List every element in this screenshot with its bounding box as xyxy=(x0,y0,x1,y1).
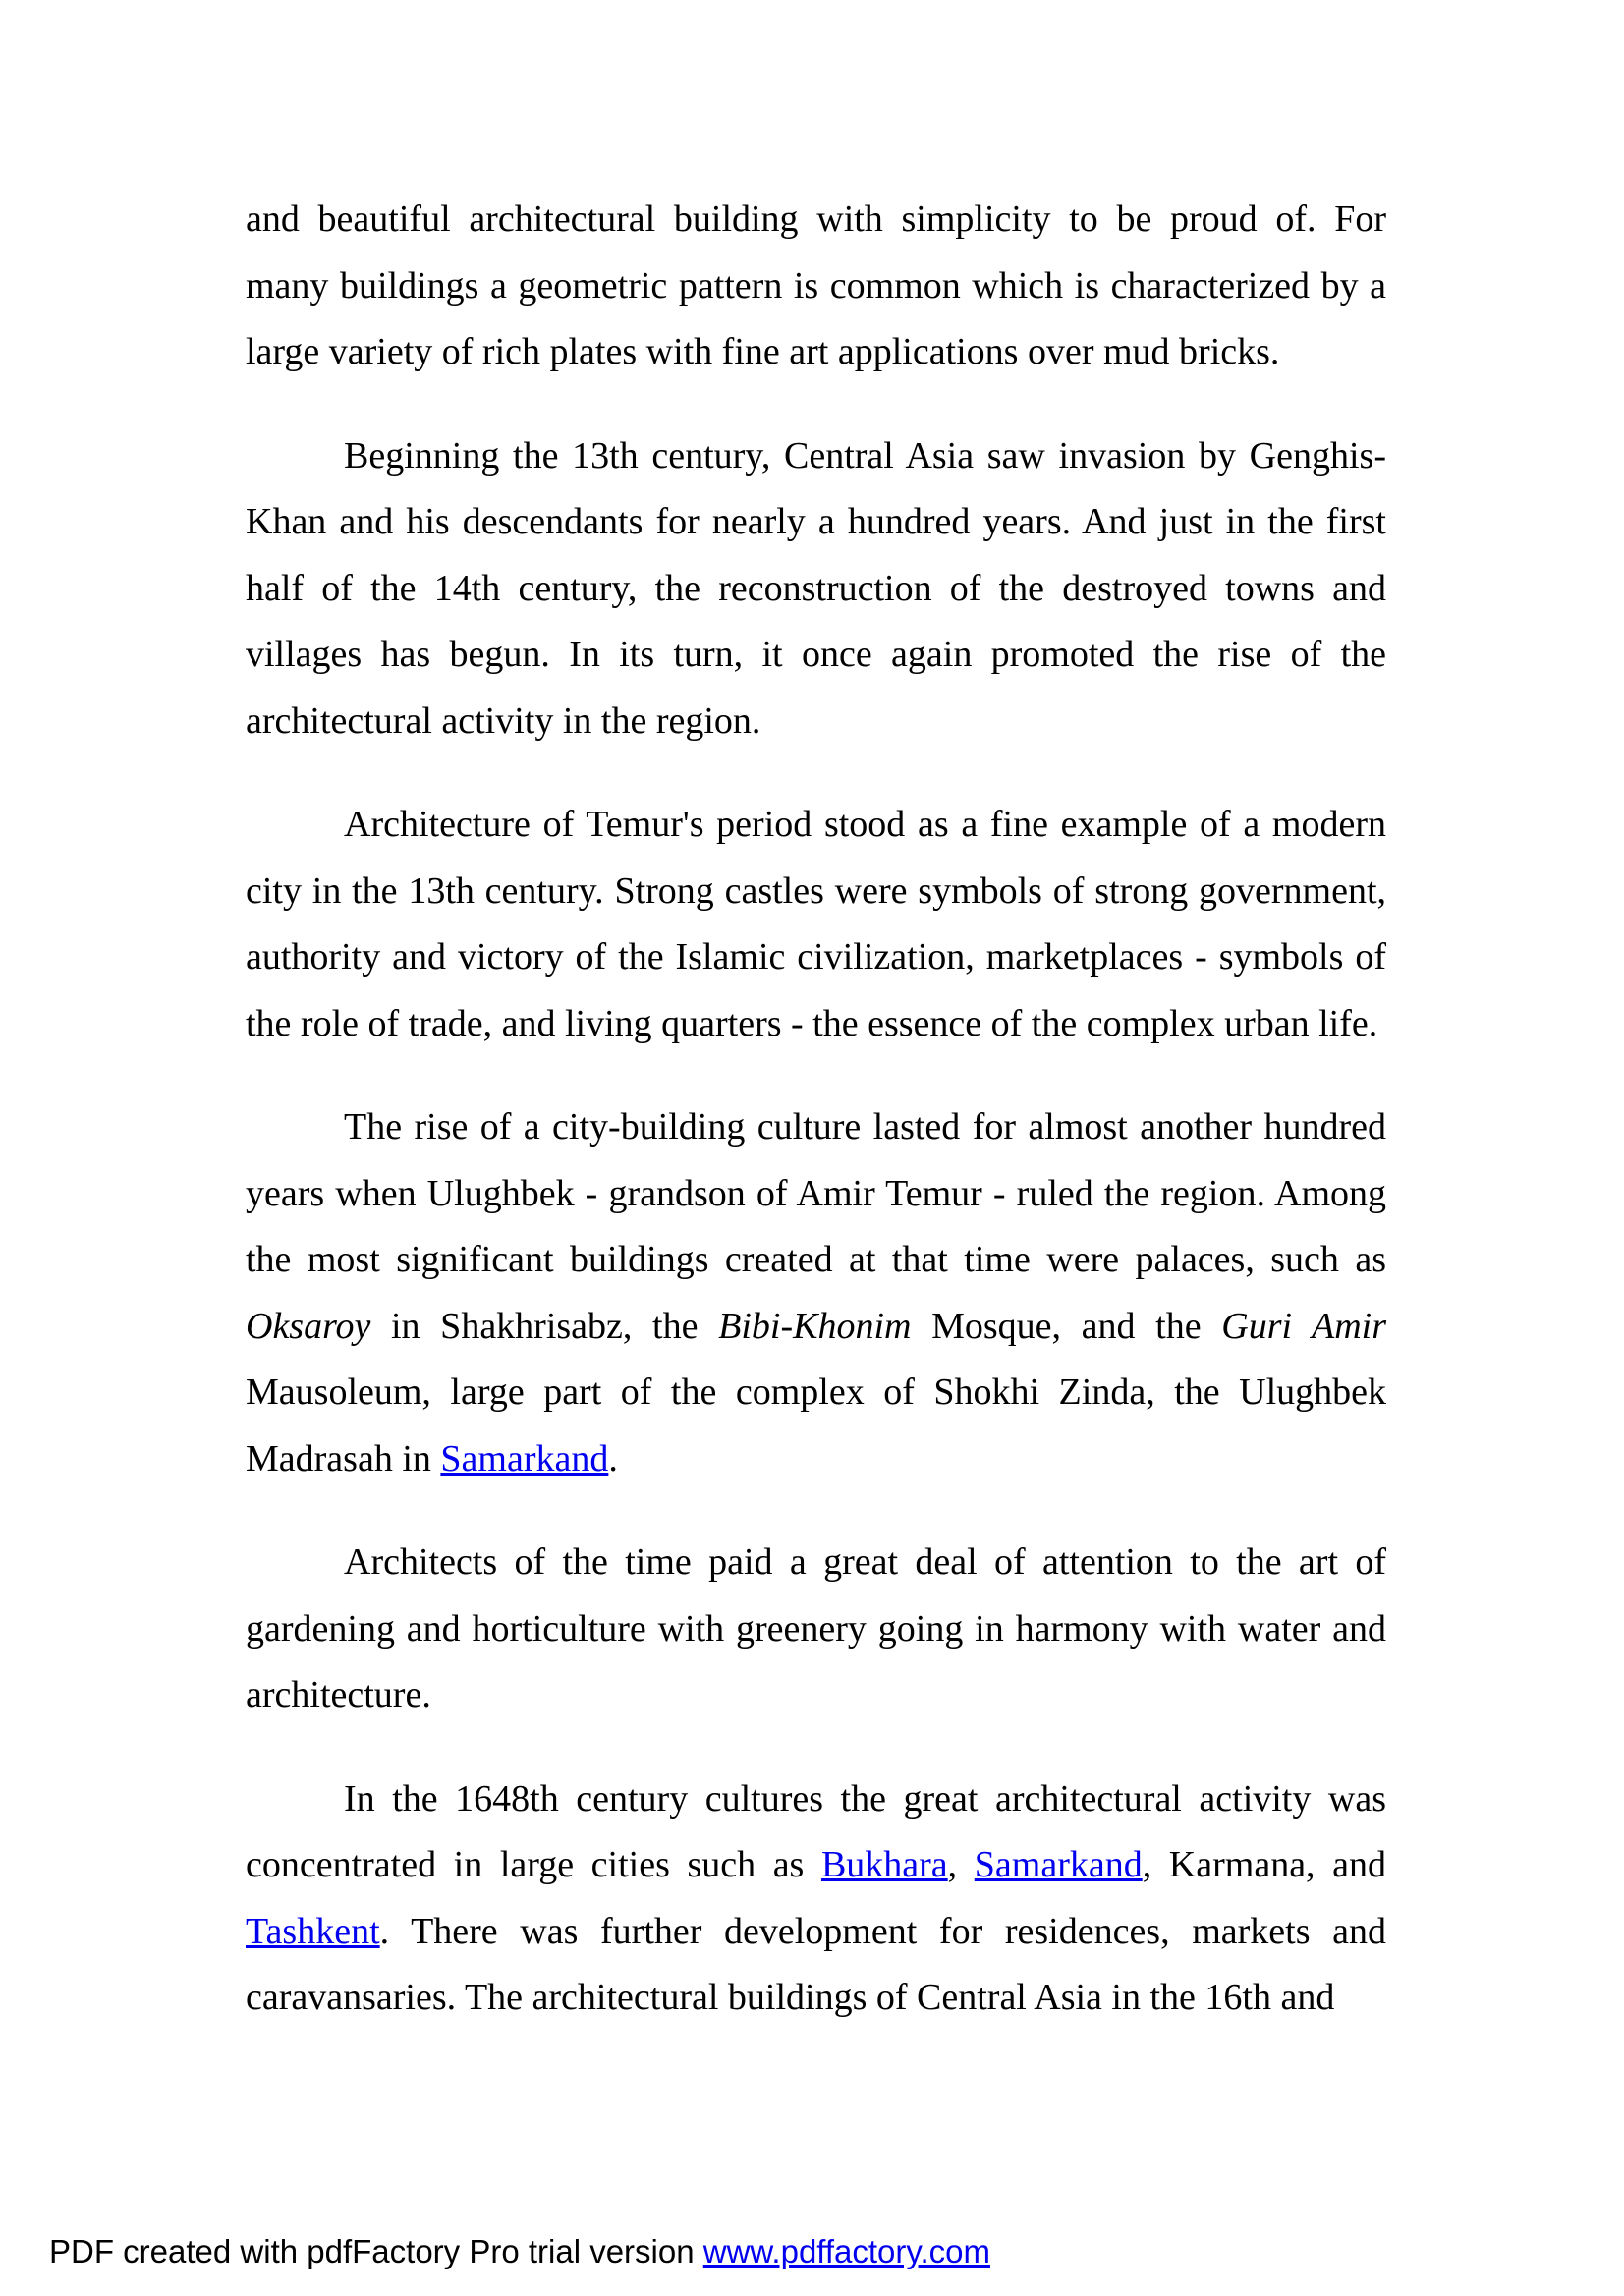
text-span: , Karmana, and xyxy=(1142,1844,1387,1885)
paragraph-ulughbek-era xyxy=(246,1094,1386,1492)
text-span: , xyxy=(947,1844,975,1885)
link-samarkand[interactable]: Samarkand xyxy=(440,1437,609,1480)
link-tashkent[interactable]: Tashkent xyxy=(246,1910,380,1952)
text-span: In the 1648th century cultures the great architectural activity was concentrated in large cities such as xyxy=(246,1777,1386,1885)
paragraph-architecture-patterns: and beautiful architectural building with simplicity to be proud of. For many buildings a geometric pattern is common which is characterized by a large variety of rich plates with fine art applications over mud bricks. xyxy=(246,198,1386,372)
document-page xyxy=(246,187,1386,2069)
footer-text: PDF created with pdfFactory Pro trial version xyxy=(49,2233,703,2269)
italic-bibi-khonim: Bibi-Khonim xyxy=(718,1305,912,1347)
text-span: The rise of a city-building culture lasted for almost another hundred years when Ulughbek - grandson of Amir Temur - ruled the region. Among the most significant buildings created at that time were palaces, such as xyxy=(246,1106,1386,1280)
text-span: Mausoleum, large part of the complex of Shokhi Zinda, the Ulughbek Madrasah in xyxy=(246,1372,1386,1480)
paragraph-gardening: Architects of the time paid a great deal of attention to the art of gardening and horticulture with greenery going in harmony with water and architecture. xyxy=(246,1541,1386,1715)
pdf-footer xyxy=(49,2232,990,2271)
paragraph-large-cities xyxy=(246,1766,1386,2032)
paragraph-genghis-khan-invasion: Beginning the 13th century, Central Asia saw invasion by Genghis-Khan and his descendants for nearly a hundred years. And just in the first half of the 14th century, the reconstruction of the destroyed towns and villages has begun. In its turn, it once again promoted the rise of the architectural activity in the region. xyxy=(246,434,1386,742)
text-span: Mosque, and the xyxy=(911,1305,1222,1347)
italic-guri-amir: Guri Amir xyxy=(1221,1305,1386,1347)
italic-oksaroy: Oksaroy xyxy=(246,1305,371,1347)
footer-link[interactable]: www.pdffactory.com xyxy=(702,2233,990,2269)
text-span: . There was further development for residences, markets and caravansaries. The architectural buildings of Central Asia in the 16th and xyxy=(246,1910,1386,2018)
link-bukhara[interactable]: Bukhara xyxy=(820,1844,948,1885)
link-samarkand[interactable]: Samarkand xyxy=(974,1844,1143,1885)
text-span: . xyxy=(608,1437,618,1480)
paragraph-temur-period: Architecture of Temur's period stood as a fine example of a modern city in the 13th century. Strong castles were symbols of strong government, authority and victory of the Islamic civilization, marketplaces - symbols of the role of trade, and living quarters - the essence of the complex urban life. xyxy=(246,804,1386,1044)
text-span: in Shakhrisabz, the xyxy=(370,1305,719,1347)
